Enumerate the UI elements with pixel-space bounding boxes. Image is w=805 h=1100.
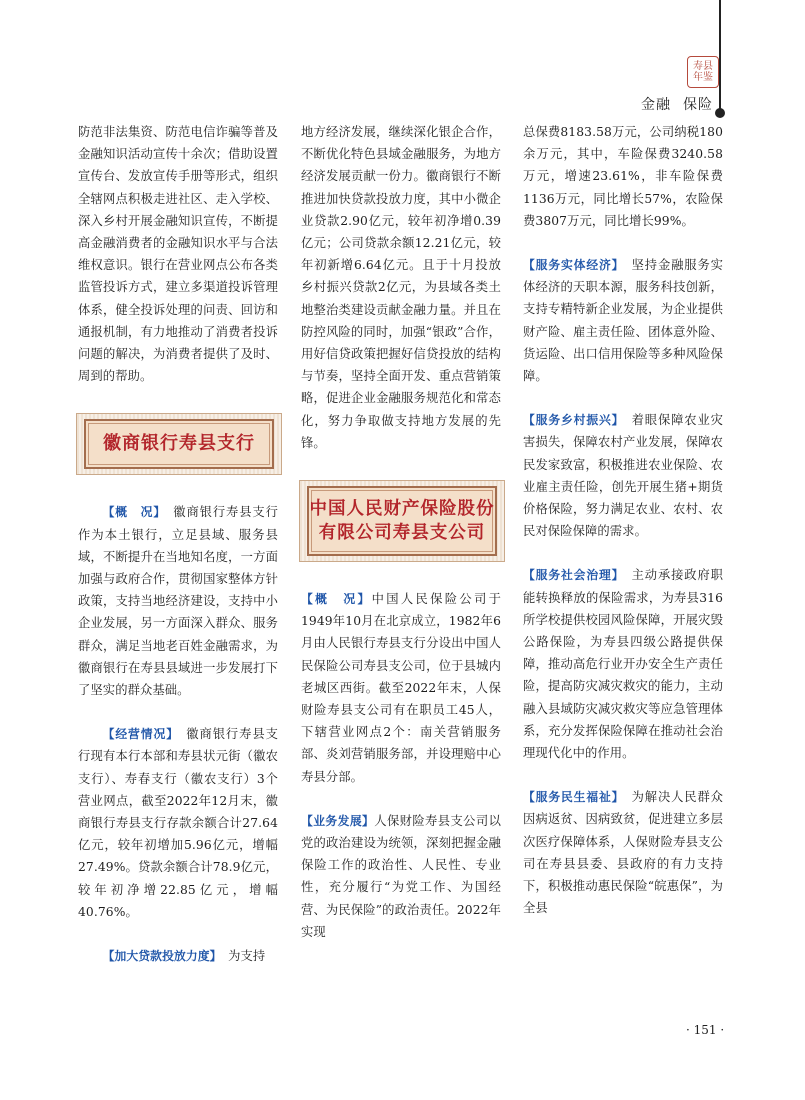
- loans-text: 为支持: [228, 949, 266, 964]
- column-1: [78, 121, 278, 967]
- col3-welfare: [523, 786, 723, 919]
- yearbook-seal-logo: 寿县年鉴: [687, 56, 719, 88]
- real-economy-text: 坚持金融服务实体经济的天职本源，服务科技创新，支持专精特新企业发展，为企业提供财产险、雇主责任险、团体意外险、货运险、出口信用保险等多种风险保障。: [523, 258, 724, 384]
- section-label: [641, 94, 713, 114]
- tag-operations: 【经营情况】: [102, 727, 174, 742]
- header-rule-dot: [715, 108, 725, 118]
- col3-real-economy: [523, 254, 723, 387]
- col3-rural: [523, 409, 723, 542]
- col1-operations: [78, 723, 278, 923]
- governance-text: 主动承接政府职能转换释放的保险需求，为寿县316所学校提供校园风险保障，开展灾毁公路保险，为寿县四级公路提供保障，推动高危行业开办安全生产责任险，提高防灾减灾救灾的能力，主动融入县域防灾减灾救灾等应急管理体系，充分发挥保险保障在推动社会治理现代化中的作用。: [523, 568, 724, 761]
- col2-business: [301, 810, 501, 943]
- tag-welfare: 【服务民生福祉】: [523, 790, 619, 805]
- operations-text: 徽商银行寿县支行现有本行本部和寿县状元街（徽农支行）、寿春支行（徽农支行）3个营业网点，截至2022年12月末，徽商银行寿县支行存款余额合计27.64亿元，较年初增加5.96亿元，增幅27.49%。贷款余额合计78.9亿元，较年初净增22.85亿元，增幅40.76%。: [78, 727, 278, 919]
- section-banner-huishang: [78, 413, 278, 475]
- tag-overview: 【概 况】: [102, 505, 161, 520]
- col1-paragraph-1: 防范非法集资、防范电信诈骗等普及金融知识活动宣传十余次；借助设置宣传台、发放宣传手册等形式，组织全辖网点积极走进社区、走入学校、深入乡村开展金融知识宣传，不断提高金融消费者的金融知识水平与合法维权意识。银行在营业网点公布各类监管投诉方式，建立多渠道投诉管理体系，健全投诉处理的问责、回访和通报机制，有力地推动了消费者投诉问题的解决，为消费者提供了及时、周到的帮助。: [78, 125, 278, 384]
- section-label-left: 金融: [641, 97, 671, 113]
- col1-loans: [78, 945, 278, 967]
- section-label-right: 保险: [683, 97, 713, 113]
- tag-real-economy: 【服务实体经济】: [523, 258, 619, 273]
- page-number: · 151 ·: [686, 1023, 725, 1037]
- col3-paragraph-1: 总保费8183.58万元，公司纳税180余万元，其中，车险保费3240.58万元，增速23.61%，非车险保费1136万元，同比增长57%，农险保费3807万元，同比增长99%。: [523, 125, 723, 228]
- tag-business: 【业务发展】: [301, 813, 375, 828]
- column-3: [523, 121, 723, 920]
- tag-overview: 【概 况】: [301, 592, 372, 607]
- overview-text: 徽商银行寿县支行作为本土银行，立足县域、服务县域，不断提升在当地知名度，一方面加强与政府合作，贯彻国家整体方针政策，支持当地经济建设，支持中小企业发展，另一方面深入群众、服务群众，满足当地老百姓金融需求，为徽商银行在寿县县域进一步发展打下了坚实的群众基础。: [78, 505, 278, 698]
- section-banner-picc: [301, 480, 501, 562]
- column-2: [301, 121, 501, 943]
- section-banner-title: 中国人民财产保险股份有限公司寿县支公司: [309, 499, 495, 544]
- col2-overview: [301, 588, 501, 788]
- col2-paragraph-1: 地方经济发展，继续深化银企合作，不断优化特色县域金融服务，为地方经济发展贡献一份力。徽商银行不断推进加快贷款投放力度，其中小微企业贷款2.90亿元，较年初净增0.39亿元；公司贷款余额12.21亿元，较年初新增6.64亿元。且于十月投放乡村振兴贷款2亿元，为县域各类土地整治类建设贡献金融力量。并且在防控风险的同时，加强“银政”合作，用好信贷政策把握好信贷投放的结构与节奏，坚持全面开发、重点营销策略，促进企业金融服务规范化和常态化，努力争取做支持地方发展的先锋。: [301, 125, 501, 450]
- tag-governance: 【服务社会治理】: [523, 568, 619, 583]
- welfare-text: 为解决人民群众因病返贫、因病致贫，促进建立多层次医疗保障体系，人保财险寿县支公司在寿县县委、县政府的有力支持下，积极推动惠民保险“皖惠保”，为全县: [523, 790, 724, 916]
- col3-governance: [523, 564, 723, 764]
- col1-overview: [78, 501, 278, 701]
- tag-rural: 【服务乡村振兴】: [523, 413, 619, 428]
- section-banner-title: 徽商银行寿县支行: [103, 433, 255, 455]
- header-rule: [719, 0, 721, 112]
- tag-loans: 【加大贷款投放力度】: [102, 949, 216, 964]
- rural-text: 着眼保障农业灾害损失，保障农村产业发展，保障农民发家致富，积极推进农业保险、农业雇主责任险，创先开展生猪+期货价格保险，努力满足农业、农村、农民对保险保障的需求。: [523, 413, 724, 539]
- business-text: 人保财险寿县支公司以党的政治建设为统领，深刻把握金融保险工作的政治性、人民性、专业性，充分履行“为党工作、为国经营、为民保险”的政治责任。2022年实现: [301, 813, 501, 939]
- overview-text: 中国人民保险公司于1949年10月在北京成立，1982年6月由人民银行寿县支行分设出中国人民保险公司寿县支公司，位于县城内老城区西街。截至2022年末，人保财险寿县支公司有在职员工45人，下辖营业网点2个：南关营销服务部、炎刘营销服务部，并设理赔中心寿县分部。: [301, 592, 501, 784]
